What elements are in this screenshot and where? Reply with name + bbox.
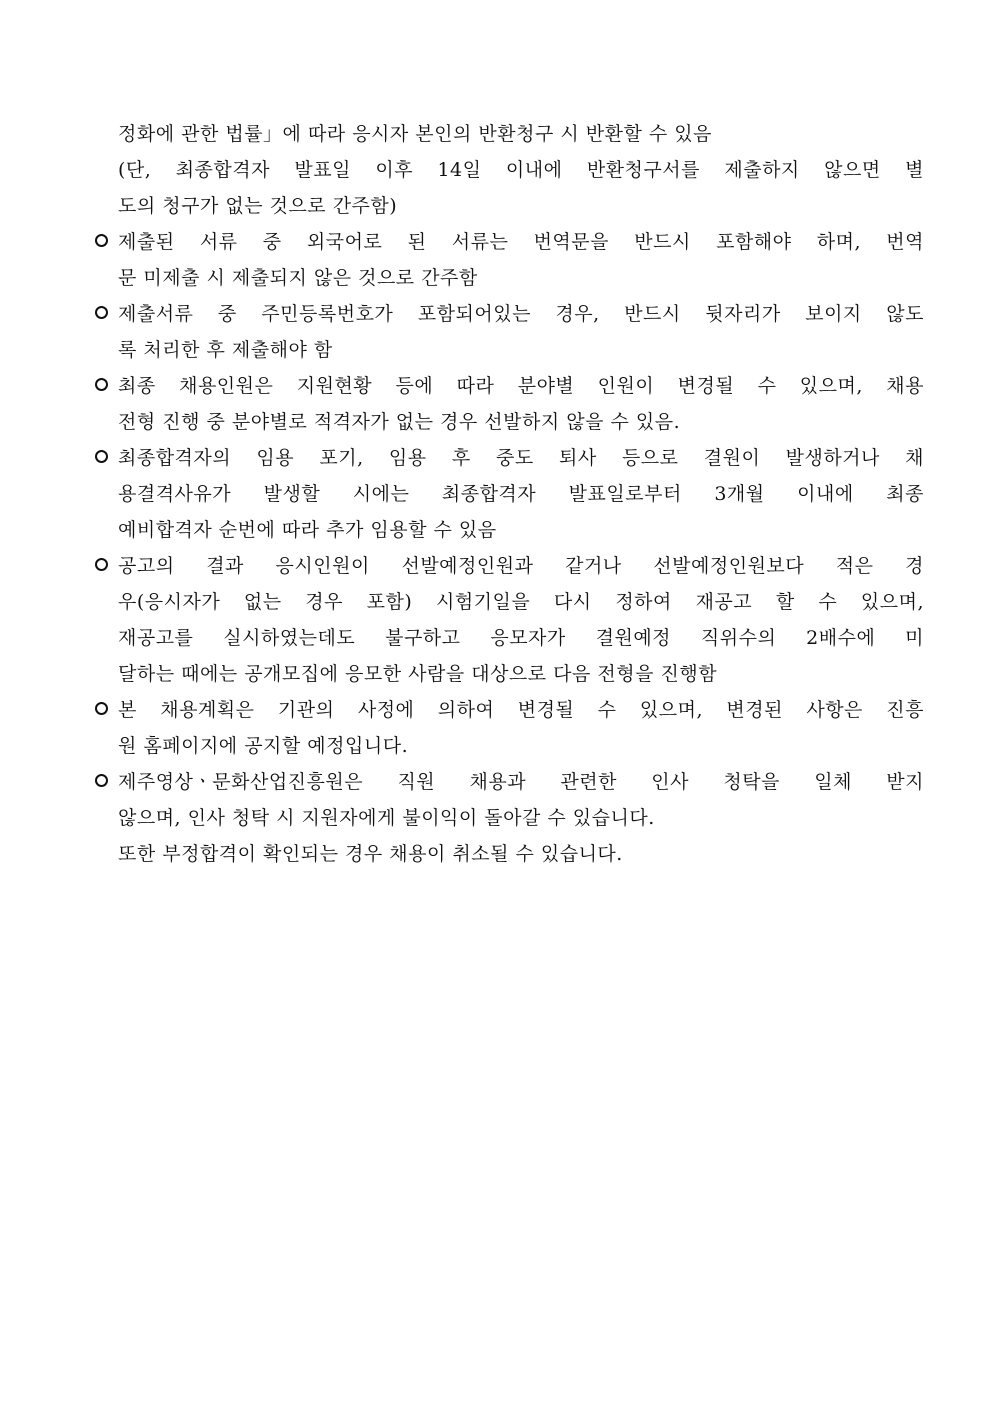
text-line bbox=[78, 798, 924, 834]
line-text: 록 처리한 후 제출해야 함 bbox=[118, 338, 333, 361]
line-text: 최종합격자의 임용 포기, 임용 후 중도 퇴사 등으로 결원이 발생하거나 채 bbox=[118, 446, 924, 469]
line-text: 우(응시자가 없는 경우 포함) 시험기일을 다시 정하여 재공고 할 수 있으며, bbox=[118, 590, 924, 613]
text-line bbox=[78, 258, 924, 294]
text-line bbox=[78, 114, 924, 150]
line-text: 도의 청구가 없는 것으로 간주함) bbox=[118, 194, 398, 217]
line-text: 용결격사유가 발생할 시에는 최종합격자 발표일로부터 3개월 이내에 최종 bbox=[118, 482, 924, 505]
bullet-item bbox=[78, 294, 924, 330]
line-text: 제출서류 중 주민등록번호가 포함되어있는 경우, 반드시 뒷자리가 보이지 않도 bbox=[118, 302, 924, 325]
bullet-item bbox=[78, 762, 924, 798]
text-line bbox=[78, 186, 924, 222]
bullet-item bbox=[78, 546, 924, 582]
circle-bullet-icon bbox=[95, 450, 108, 463]
circle-bullet-icon bbox=[95, 702, 108, 715]
bullet-item bbox=[78, 222, 924, 258]
circle-bullet-icon bbox=[95, 558, 108, 571]
line-text: 예비합격자 순번에 따라 추가 임용할 수 있음 bbox=[118, 518, 497, 541]
bullet-item bbox=[78, 366, 924, 402]
text-line bbox=[78, 330, 924, 366]
text-line bbox=[78, 726, 924, 762]
circle-bullet-icon bbox=[95, 234, 108, 247]
text-line bbox=[78, 402, 924, 438]
line-text: (단, 최종합격자 발표일 이후 14일 이내에 반환청구서를 제출하지 않으면 별 bbox=[118, 158, 924, 181]
line-text: 또한 부정합격이 확인되는 경우 채용이 취소될 수 있습니다. bbox=[118, 842, 623, 865]
circle-bullet-icon bbox=[95, 378, 108, 391]
text-line bbox=[78, 150, 924, 186]
line-text: 공고의 결과 응시인원이 선발예정인원과 같거나 선발예정인원보다 적은 경 bbox=[118, 554, 924, 577]
line-text: 본 채용계획은 기관의 사정에 의하여 변경될 수 있으며, 변경된 사항은 진흥 bbox=[118, 698, 924, 721]
bullet-item bbox=[78, 690, 924, 726]
document-body bbox=[78, 114, 924, 870]
text-line bbox=[78, 618, 924, 654]
text-line bbox=[78, 834, 924, 870]
bullet-item bbox=[78, 438, 924, 474]
line-text: 달하는 때에는 공개모집에 응모한 사람을 대상으로 다음 전형을 진행함 bbox=[118, 662, 718, 685]
line-text: 문 미제출 시 제출되지 않은 것으로 간주함 bbox=[118, 266, 478, 289]
circle-bullet-icon bbox=[95, 774, 108, 787]
text-line bbox=[78, 582, 924, 618]
text-line bbox=[78, 474, 924, 510]
line-text: 제출된 서류 중 외국어로 된 서류는 번역문을 반드시 포함해야 하며, 번역 bbox=[118, 230, 924, 253]
circle-bullet-icon bbox=[95, 306, 108, 319]
line-text: 않으며, 인사 청탁 시 지원자에게 불이익이 돌아갈 수 있습니다. bbox=[118, 806, 655, 829]
line-text: 원 홈페이지에 공지할 예정입니다. bbox=[118, 734, 409, 757]
line-text: 전형 진행 중 분야별로 적격자가 없는 경우 선발하지 않을 수 있음. bbox=[118, 410, 681, 433]
text-line bbox=[78, 654, 924, 690]
line-text: 최종 채용인원은 지원현황 등에 따라 분야별 인원이 변경될 수 있으며, 채용 bbox=[118, 374, 924, 397]
line-text: 제주영상ㆍ문화산업진흥원은 직원 채용과 관련한 인사 청탁을 일체 받지 bbox=[118, 770, 924, 793]
line-text: 정화에 관한 법률」에 따라 응시자 본인의 반환청구 시 반환할 수 있음 bbox=[118, 122, 712, 145]
line-text: 재공고를 실시하였는데도 불구하고 응모자가 결원예정 직위수의 2배수에 미 bbox=[118, 626, 924, 649]
text-line bbox=[78, 510, 924, 546]
